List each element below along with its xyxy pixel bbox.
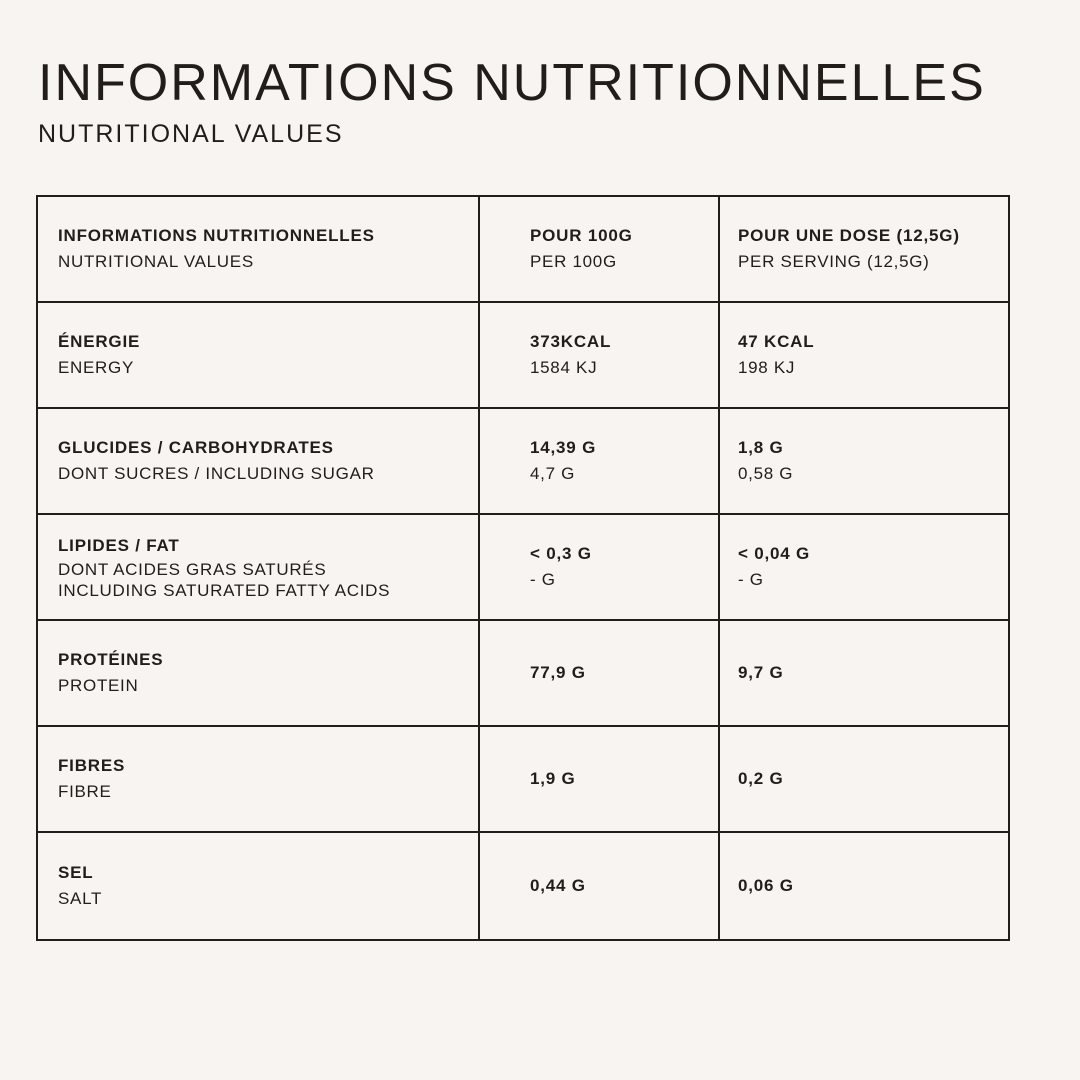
- row-fibres-per-100g: [480, 727, 720, 833]
- row-glucides-per-serving: [720, 409, 1008, 515]
- value-per-100g-primary: 77,9 G: [530, 663, 586, 682]
- row-glucides-per-100g: [480, 409, 720, 515]
- row-energie-per-serving: [720, 303, 1008, 409]
- value-per-serving-primary: 47 KCAL: [738, 332, 815, 351]
- value-per-serving-secondary: 198 KJ: [738, 358, 796, 377]
- row-label-primary: PROTÉINES: [58, 650, 164, 669]
- value-per-serving-primary: 0,2 G: [738, 769, 784, 788]
- row-energie-per-100g: [480, 303, 720, 409]
- row-proteines-per-serving: [720, 621, 1008, 727]
- value-per-100g-primary: < 0,3 G: [530, 544, 592, 563]
- page-header: [38, 54, 986, 149]
- header-labels-secondary: NUTRITIONAL VALUES: [58, 252, 254, 271]
- page-subtitle: NUTRITIONAL VALUES: [38, 119, 344, 148]
- header-per-100g-primary: POUR 100G: [530, 226, 633, 245]
- row-label-secondary: PROTEIN: [58, 676, 139, 695]
- header-cell-per-100g: [480, 197, 720, 303]
- row-proteines-per-100g: [480, 621, 720, 727]
- value-per-100g-primary: 1,9 G: [530, 769, 576, 788]
- row-lipides-per-100g: [480, 515, 720, 621]
- header-per-serving-primary: POUR UNE DOSE (12,5G): [738, 226, 960, 245]
- value-per-serving-primary: 0,06 G: [738, 876, 794, 895]
- row-label-tertiary: INCLUDING SATURATED FATTY ACIDS: [58, 581, 391, 600]
- row-fibres-label: [38, 727, 480, 833]
- row-label-primary: FIBRES: [58, 756, 126, 775]
- nutrition-table: [36, 195, 1010, 941]
- row-proteines-label: [38, 621, 480, 727]
- row-lipides-per-serving: [720, 515, 1008, 621]
- value-per-100g-secondary: 4,7 G: [530, 464, 576, 483]
- row-sel-label: [38, 833, 480, 939]
- row-label-primary: SEL: [58, 863, 94, 882]
- row-label-primary: ÉNERGIE: [58, 332, 141, 351]
- row-label-secondary: ENERGY: [58, 358, 134, 377]
- row-label-secondary: FIBRE: [58, 782, 112, 801]
- row-label-primary: GLUCIDES / CARBOHYDRATES: [58, 438, 334, 457]
- value-per-100g-primary: 14,39 G: [530, 438, 597, 457]
- row-energie-label: [38, 303, 480, 409]
- header-labels-primary: INFORMATIONS NUTRITIONNELLES: [58, 226, 375, 245]
- row-glucides-label: [38, 409, 480, 515]
- value-per-serving-secondary: 0,58 G: [738, 464, 794, 483]
- value-per-100g-secondary: 1584 KJ: [530, 358, 598, 377]
- row-label-secondary: DONT SUCRES / INCLUDING SUGAR: [58, 464, 375, 483]
- row-label-primary: LIPIDES / FAT: [58, 536, 180, 555]
- row-sel-per-serving: [720, 833, 1008, 939]
- value-per-100g-primary: 0,44 G: [530, 876, 586, 895]
- page-title: INFORMATIONS NUTRITIONNELLES: [38, 54, 986, 112]
- row-label-secondary: SALT: [58, 889, 103, 908]
- value-per-serving-secondary: - G: [738, 570, 764, 589]
- row-label-secondary: DONT ACIDES GRAS SATURÉS: [58, 560, 327, 579]
- value-per-serving-primary: 9,7 G: [738, 663, 784, 682]
- value-per-100g-secondary: - G: [530, 570, 556, 589]
- value-per-serving-primary: 1,8 G: [738, 438, 784, 457]
- value-per-serving-primary: < 0,04 G: [738, 544, 811, 563]
- header-per-serving-secondary: PER SERVING (12,5G): [738, 252, 930, 271]
- row-fibres-per-serving: [720, 727, 1008, 833]
- row-lipides-label: [38, 515, 480, 621]
- row-sel-per-100g: [480, 833, 720, 939]
- value-per-100g-primary: 373KCAL: [530, 332, 612, 351]
- header-cell-per-serving: [720, 197, 1008, 303]
- header-per-100g-secondary: PER 100G: [530, 252, 617, 271]
- header-cell-labels: [38, 197, 480, 303]
